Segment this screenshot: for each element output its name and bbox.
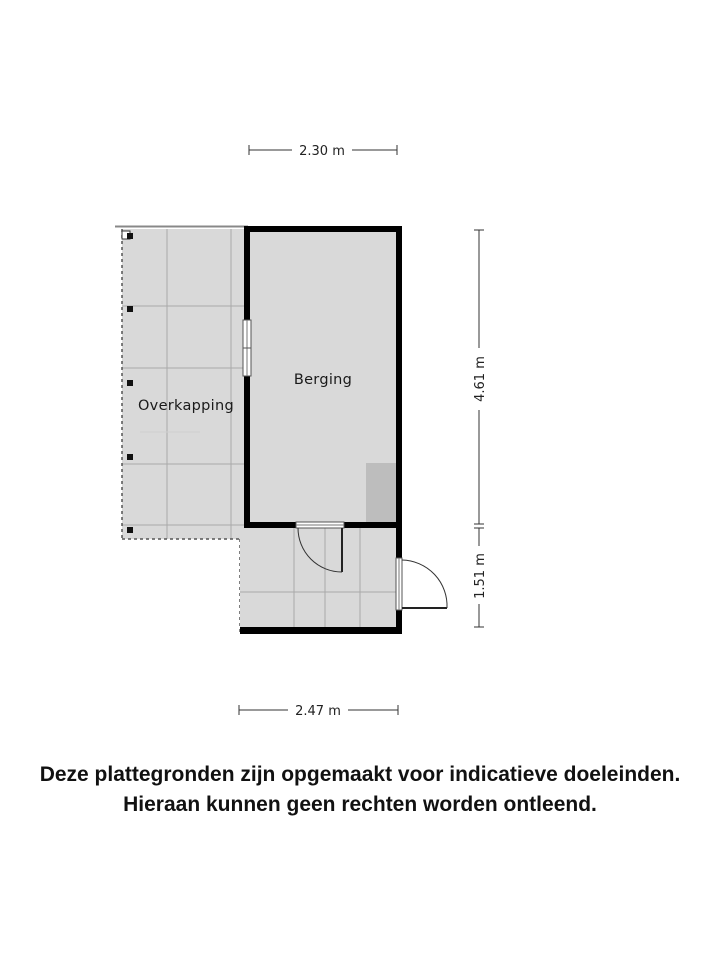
wall-right-upper xyxy=(396,226,402,558)
wall-left-upper xyxy=(244,226,250,320)
wall-middle-right xyxy=(344,522,402,528)
post-marker xyxy=(127,233,133,239)
window xyxy=(243,320,251,376)
dimension-top-label: 2.30 m xyxy=(299,144,345,159)
dimension-right-lower-label: 1.51 m xyxy=(473,553,488,599)
wall-bottom xyxy=(240,627,402,634)
exterior-door xyxy=(396,558,447,610)
entrance-floor xyxy=(240,528,397,628)
post-marker xyxy=(127,454,133,460)
post-marker xyxy=(127,306,133,312)
dimension-right-upper-label: 4.61 m xyxy=(473,356,488,402)
post-marker xyxy=(127,380,133,386)
canopy-floor xyxy=(122,229,244,539)
room-label-storage: Berging xyxy=(293,372,353,388)
post-marker xyxy=(127,527,133,533)
disclaimer xyxy=(0,760,720,820)
wall-left-lower xyxy=(244,376,250,528)
storage-fixture xyxy=(366,463,397,524)
wall-middle-left xyxy=(244,522,296,528)
wall-top xyxy=(244,226,402,232)
room-label-canopy: Overkapping xyxy=(137,398,235,414)
exterior-door-swing xyxy=(402,560,447,608)
disclaimer-line-1: Deze plattegronden zijn opgemaakt voor indicatieve doeleinden. xyxy=(39,763,681,786)
dimension-bottom-label: 2.47 m xyxy=(295,704,341,719)
disclaimer-line-2: Hieraan kunnen geen rechten worden ontleend. xyxy=(123,793,597,816)
